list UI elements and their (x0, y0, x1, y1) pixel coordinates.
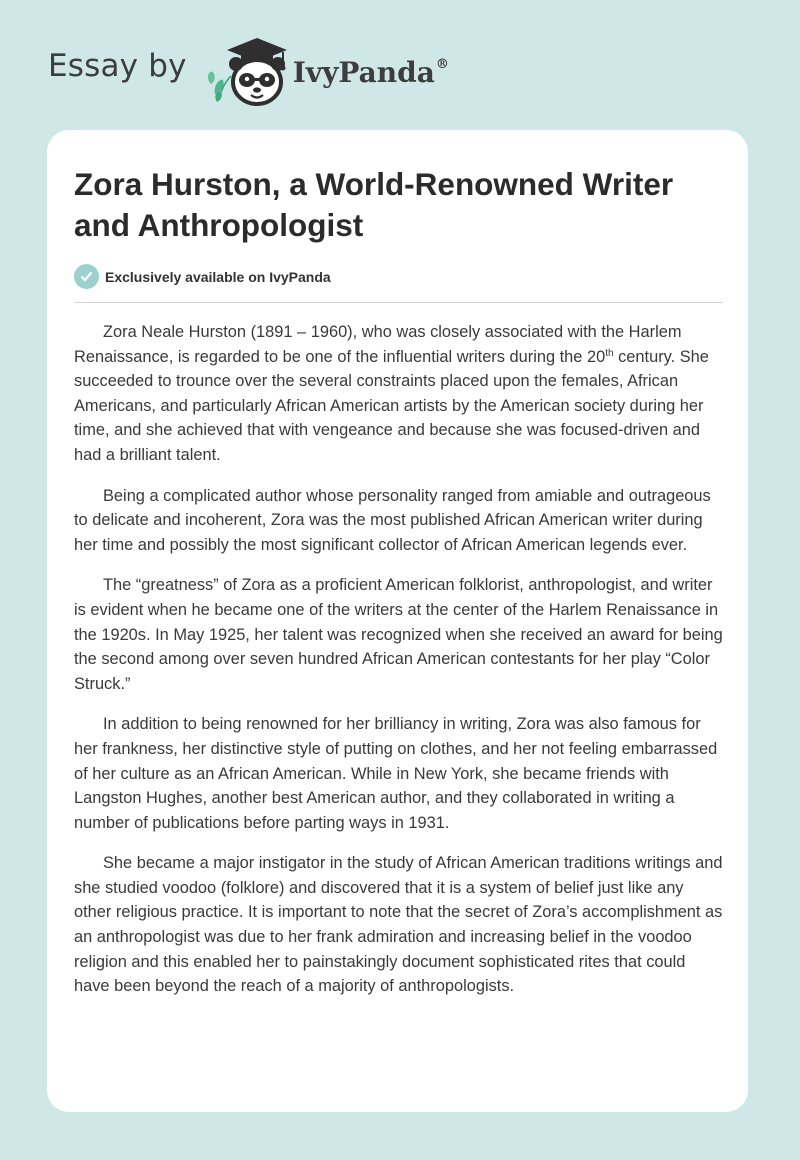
panda-graduate-icon[interactable] (201, 30, 289, 110)
paragraph-5: She became a major instigator in the study of African American traditions writings and she studied voodoo (folklore) and discovered that it is a system of belief just like any other religious practice. It is important to note that the secret of Zora’s accomplishment as an anthropologist was due to her frank admiration and increasing belief in the voodoo religion and this enabled her to painstakingly document sophisticated rites that could have been beyond the reach of a majority of anthropologists. (74, 854, 723, 996)
check-icon (74, 264, 99, 289)
paragraph-1-text-start: Zora Neale Hurston (1891 – 1960), who was closely associated with the Harlem Renaissance, is regarded to be one of the influential writers during the 20 (74, 323, 682, 366)
site-header (48, 30, 449, 110)
paragraph-4: In addition to being renowned for her brilliancy in writing, Zora was also famous for her frankness, her distinctive style of putting on clothes, and her not feeling embarrassed of her culture as an African American. While in New York, she became friends with Langston Hughes, another best American author, and they collaborated in writing a number of publications before parting ways in 1931. (74, 715, 718, 832)
paragraph-2: Being a complicated author whose personality ranged from amiable and outrageous to delicate and incoherent, Zora was the most published African American writer during her time and possibly the most significant collector of African American legends ever. (74, 486, 711, 554)
essay-body (74, 320, 725, 1015)
essay-card (47, 130, 748, 1112)
brand-name[interactable] (293, 56, 449, 89)
paragraph-1-text-end: century. She succeeded to trounce over the several constraints placed upon the females, African Americans, and particularly African American artists by the American society during her time, and she achieved that with vengeance and because she was focused-driven and had a brilliant talent. (74, 347, 709, 464)
ordinal-suffix: th (605, 347, 614, 359)
divider (74, 302, 723, 303)
essay-title: Zora Hurston, a World-Renowned Writer and Anthropologist (74, 166, 674, 243)
essay-by-label: Essay by (48, 48, 187, 84)
brand-text: IvyPanda (292, 55, 435, 89)
registered-mark: ® (435, 56, 449, 72)
paragraph-3: The “greatness” of Zora as a proficient American folklorist, anthropologist, and writer is evident when he became one of the writers at the center of the Harlem Renaissance in the 1920s. In May 1925, her talent was recognized when she received an award for being the second among over seven hundred African American contestants for her play “Color Struck.” (74, 576, 723, 693)
exclusive-badge-label: Exclusively available on IvyPanda (105, 268, 331, 285)
exclusive-badge (74, 264, 331, 289)
paragraph-1 (74, 320, 725, 468)
